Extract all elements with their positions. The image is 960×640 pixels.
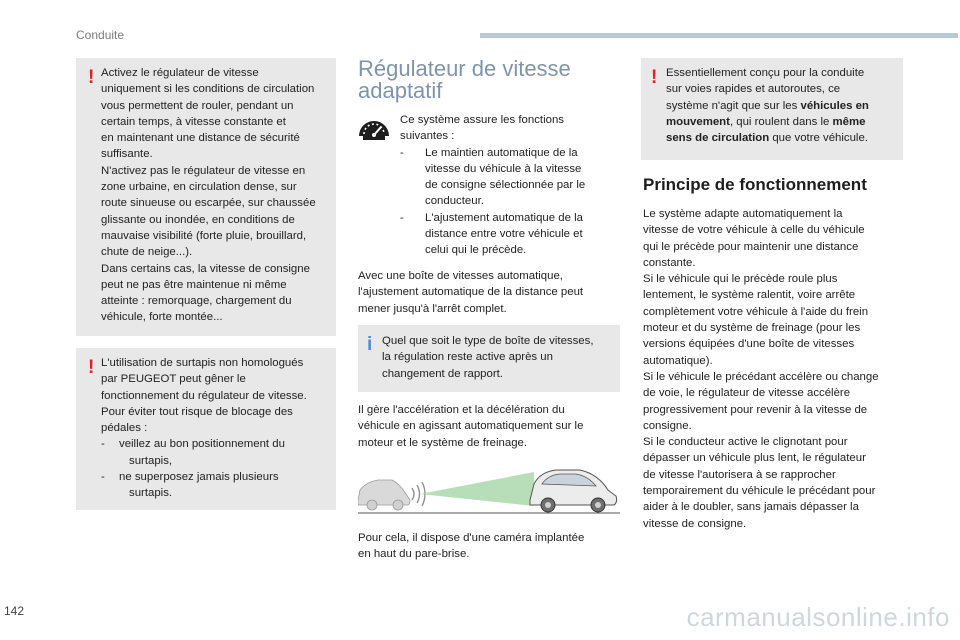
dash: - (101, 438, 105, 451)
text-line: surtapis. (129, 487, 173, 500)
text-line: constante. (643, 256, 696, 269)
paragraph-3 (358, 530, 620, 563)
dash: - (101, 471, 105, 484)
car-following-illustration (358, 460, 620, 518)
text-line (666, 114, 902, 130)
text-line: uniquement si les conditions de circulation (101, 83, 315, 96)
title-line: Régulateur de vitesse (358, 56, 571, 81)
list-item (400, 210, 622, 259)
text-line: aider à le doubler, sans jamais dépasser la (643, 501, 859, 514)
text-line: chute de neige...). (101, 246, 193, 259)
text-line: veillez au bon positionnement du (119, 438, 285, 451)
text-line: en maintenant une distance de sécurité (101, 132, 300, 145)
text-line: Avec une boîte de vitesses automatique, (358, 270, 563, 282)
text-line: lentement, le système ralentit, voire arrête (643, 289, 856, 302)
text-line: Quel que soit le type de boîte de vitesses, (382, 335, 594, 347)
warning-icon: ! (651, 67, 658, 88)
text-line: Le maintien automatique de la (425, 146, 578, 159)
text-line: L'ajustement automatique de la (425, 211, 583, 224)
section-title (358, 58, 618, 102)
text-line: Si le véhicule qui le précède roule plus (643, 273, 838, 286)
text-line: peut ne pas être maintenue ni même (101, 278, 287, 291)
text-line: progressivement pour revenir à la vitesse de (643, 403, 868, 416)
text-run: système n'agit que sur les (666, 99, 801, 112)
detection-beam (420, 472, 534, 506)
text-line: conducteur. (425, 195, 484, 208)
text-line: par PEUGEOT peut gêner le (101, 373, 246, 386)
list-item (101, 469, 337, 502)
warning-text-3 (666, 65, 902, 146)
text-line: moteur et du système de freinage (pour les (643, 322, 861, 335)
dash: - (400, 211, 404, 224)
warning-box-2 (76, 348, 336, 510)
warning-box-1 (76, 58, 336, 336)
text-line: L'utilisation de surtapis non homologués (101, 357, 304, 369)
warning-icon: ! (88, 67, 95, 88)
text-line: vitesse du véhicule à la vitesse (425, 162, 582, 175)
text-line: versions équipées d'une boîte de vitesses (643, 338, 855, 351)
text-line: zone urbaine, en circulation dense, sur (101, 181, 297, 194)
text-line: Si le conducteur active le clignotant pour (643, 436, 848, 449)
text-line: dépasser un véhicule plus lent, le régulateur (643, 452, 866, 465)
text-line: vitesse de votre véhicule à celle du véhicule (643, 224, 865, 237)
text-line: automatique). (643, 354, 713, 367)
text-line: Ce système assure les fonctions (400, 114, 564, 126)
warning-box-3 (641, 58, 903, 160)
text-line: véhicule, forte montée... (101, 311, 223, 324)
paragraph-2 (358, 402, 620, 451)
text-line: de vitesse l'autorisera à se rapprocher (643, 468, 836, 481)
page-number: 142 (4, 604, 25, 618)
text-line: Essentiellement conçu pour la conduite (666, 67, 865, 79)
text-line: Le système adapte automatiquement la (643, 208, 843, 220)
text-line: temporairement du véhicule le précédant pour (643, 485, 876, 498)
warning-text-2 (101, 355, 337, 502)
text-line: Il gère l'accélération et la décélération du (358, 404, 565, 416)
text-line: suffisante. (101, 148, 153, 161)
text-line: atteinte : remorquage, chargement du (101, 295, 292, 308)
list-item (400, 145, 622, 210)
text-line: mener jusqu'à l'arrêt complet. (358, 302, 507, 315)
text-run: que votre véhicule. (769, 132, 868, 145)
text-line: N'activez pas le régulateur de vitesse en (101, 164, 306, 177)
info-text (382, 333, 618, 382)
text-line: la régulation reste active après un (382, 351, 553, 364)
emphasis: sens de circulation (666, 132, 770, 145)
text-line: de consigne sélectionnée par le (425, 179, 586, 192)
info-box (358, 325, 620, 392)
text-line: surtapis, (129, 454, 173, 467)
text-line: pédales : (101, 422, 148, 435)
dash: - (400, 146, 404, 159)
text-line: Activez le régulateur de vitesse (101, 67, 259, 79)
text-line: mauvaise visibilité (forte pluie, brouillard, (101, 229, 307, 242)
warning-text-1 (101, 65, 337, 326)
list-item (101, 436, 337, 469)
header-bar (480, 33, 958, 38)
text-line: de voie, le régulateur de vitesse accélère (643, 387, 851, 400)
text-line: sur voies rapides et autoroutes, ce (666, 83, 841, 96)
warning-icon: ! (88, 357, 95, 378)
info-icon: i (367, 334, 373, 355)
text-line: Si le véhicule le précédant accélère ou change (643, 370, 879, 383)
text-run: , qui roulent dans le (729, 115, 833, 128)
text-line: glissante ou inondée, en conditions de (101, 213, 295, 226)
text-line: en haut du pare-brise. (358, 548, 470, 561)
text-line: l'ajustement automatique de la distance peut (358, 286, 584, 299)
text-line: fonctionnement du régulateur de vitesse. (101, 389, 307, 402)
text-line: distance entre votre véhicule et (425, 228, 583, 241)
text-line: consigne. (643, 419, 692, 432)
speedometer-icon (356, 114, 392, 142)
text-line: ne superposez jamais plusieurs (119, 471, 279, 484)
following-car-icon (358, 480, 410, 505)
emphasis: mouvement (666, 115, 730, 128)
text-line: vous permettent de rouler, pendant un (101, 99, 294, 112)
watermark: carmanualsonline.info (686, 602, 950, 632)
intro-text (400, 112, 622, 259)
text-line: celui qui le précède. (425, 244, 527, 257)
text-line: Dans certains cas, la vitesse de consigne (101, 262, 310, 275)
text-line (666, 130, 902, 146)
text-line: changement de rapport. (382, 367, 503, 380)
principle-text (643, 206, 907, 532)
text-line: certain temps, à vitesse constante et (101, 115, 286, 128)
section-subtitle: Principe de fonctionnement (643, 175, 867, 194)
text-line: Pour éviter tout risque de blocage des (101, 405, 293, 418)
section-label: Conduite (76, 28, 125, 42)
text-line (666, 98, 902, 114)
title-line: adaptatif (358, 78, 443, 103)
emphasis: véhicules en (800, 99, 869, 112)
text-line: Pour cela, il dispose d'une caméra implantée (358, 532, 585, 544)
text-line: complètement votre véhicule à l'aide du frein (643, 305, 869, 318)
text-line: suivantes : (400, 130, 455, 143)
text-line: véhicule en agissant automatiquement sur le (358, 420, 584, 433)
text-line: moteur et le système de freinage. (358, 436, 528, 449)
text-line: vitesse de consigne. (643, 517, 747, 530)
text-line: route sinueuse ou escarpée, sur chaussée (101, 197, 316, 210)
emphasis: même (832, 115, 866, 128)
text-line: qui le précède pour maintenir une distance (643, 240, 859, 253)
paragraph-1 (358, 268, 620, 317)
